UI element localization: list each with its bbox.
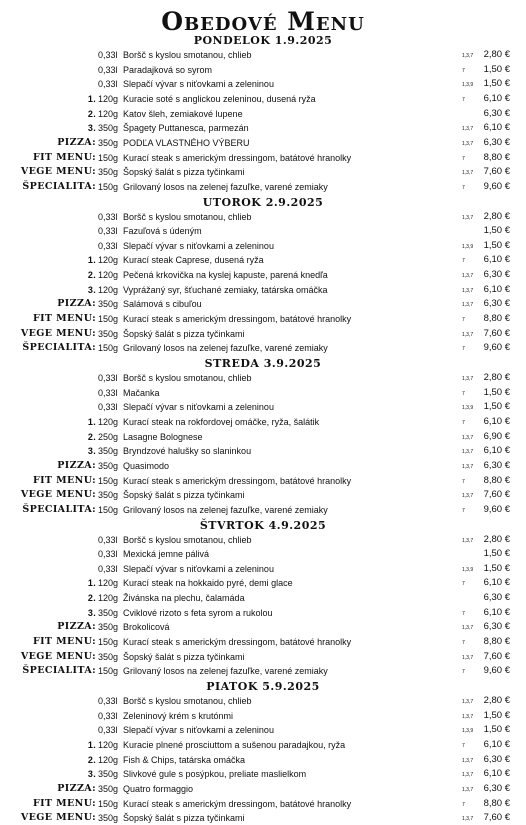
item-price: 1,50 € — [483, 548, 510, 560]
item-allergens: 1,3,7 — [462, 493, 474, 500]
item-name: Salámová s cibuľou — [123, 299, 202, 310]
item-allergens: 1,3,9 — [462, 405, 474, 412]
menu-item-row — [0, 812, 526, 824]
item-price: 1,50 € — [483, 63, 510, 75]
item-quantity: 350g — [98, 813, 119, 824]
item-label: 3. — [87, 446, 96, 457]
item-allergens: 7 — [462, 478, 465, 485]
item-quantity: 350g — [98, 299, 119, 310]
item-label: VEGE MENU: — [20, 489, 96, 501]
menu-item-row — [0, 122, 526, 134]
item-price: 6,30 € — [483, 592, 510, 604]
item-name: Boršč s kyslou smotanou, chlieb — [123, 211, 252, 222]
item-name: Šopský šalát s pizza tyčinkami — [123, 651, 245, 662]
item-price: 8,80 € — [483, 313, 510, 325]
item-price: 7,60 € — [483, 166, 510, 178]
item-name: Grilovaný losos na zelenej fazuľke, varené zemiaky — [123, 504, 328, 515]
item-quantity: 120g — [98, 93, 119, 104]
item-quantity: 120g — [98, 255, 119, 266]
item-price: 1,50 € — [483, 562, 510, 574]
item-name: Cviklové rizoto s feta syrom a rukolou — [123, 607, 273, 618]
item-label: 1. — [87, 578, 96, 589]
item-allergens: 1,3,7 — [462, 287, 474, 294]
item-name: Kuracie soté s anglickou zeleninou, dusená ryža — [123, 93, 316, 104]
item-quantity: 150g — [98, 666, 119, 677]
item-price: 8,80 € — [483, 474, 510, 486]
item-label: VEGE MENU: — [20, 812, 96, 824]
item-price: 6,30 € — [483, 298, 510, 310]
item-quantity: 250g — [98, 431, 119, 442]
menu-item-row — [0, 798, 526, 810]
item-label: 3. — [87, 769, 96, 780]
menu-item-row — [0, 695, 526, 707]
item-quantity: 0,33l — [98, 387, 118, 398]
item-price: 6,10 € — [483, 445, 510, 457]
menu-item-row — [0, 475, 526, 487]
item-name: Kurací steak s americkým dressingom, batátové hranolky — [123, 475, 352, 486]
item-quantity: 120g — [98, 416, 119, 427]
item-name: Boršč s kyslou smotanou, chlieb — [123, 534, 252, 545]
item-quantity: 150g — [98, 152, 119, 163]
menu-item-row — [0, 563, 526, 575]
item-quantity: 350g — [98, 446, 119, 457]
menu-item-row — [0, 401, 526, 413]
menu-item-row — [0, 724, 526, 736]
menu-item-row — [0, 445, 526, 457]
item-quantity: 150g — [98, 343, 119, 354]
item-price: 8,80 € — [483, 151, 510, 163]
menu-item-row — [0, 78, 526, 90]
item-allergens: 1,3,9 — [462, 566, 474, 573]
item-price: 6,90 € — [483, 430, 510, 442]
item-allergens: 7 — [462, 184, 465, 191]
menu-item-row — [0, 710, 526, 722]
item-allergens: 7 — [462, 669, 465, 676]
item-price: 1,50 € — [483, 401, 510, 413]
item-quantity: 0,33l — [98, 211, 118, 222]
item-label: PIZZA: — [57, 298, 96, 310]
item-price: 2,80 € — [483, 372, 510, 383]
item-price: 2,80 € — [483, 533, 510, 545]
item-quantity: 0,33l — [98, 696, 118, 706]
day-heading: ŠTVRTOK 4.9.2025 — [199, 518, 327, 532]
item-price: 9,60 € — [483, 665, 510, 677]
item-name: Kurací steak s americkým dressingom, batátové hranolky — [123, 637, 352, 648]
item-price: 6,10 € — [483, 606, 510, 618]
day-heading: PONDELOK 1.9.2025 — [193, 34, 333, 47]
item-label: PIZZA: — [57, 621, 96, 633]
menu-item-row — [0, 152, 526, 164]
item-allergens: 1,3,7 — [462, 376, 474, 382]
item-name: Slepačí vývar s niťovkami a zeleninou — [123, 240, 274, 251]
item-allergens: 1,3,7 — [462, 713, 474, 720]
item-name: Mačanka — [123, 387, 160, 398]
item-allergens: 7 — [462, 390, 465, 397]
menu-item-row — [0, 783, 526, 795]
item-price: 6,10 € — [483, 254, 510, 266]
item-price: 2,80 € — [483, 49, 510, 60]
item-quantity: 0,33l — [98, 710, 118, 721]
item-price: 2,80 € — [483, 695, 510, 706]
item-label: ŠPECIALITA: — [22, 665, 96, 677]
menu-item-row — [0, 665, 526, 677]
item-label: 1. — [87, 739, 96, 750]
item-quantity: 150g — [98, 475, 119, 486]
item-allergens: 1,3,7 — [462, 273, 474, 280]
menu-item-row — [0, 225, 526, 237]
item-name: Bryndzové halušky so slaninkou — [123, 446, 252, 457]
item-label: 2. — [87, 108, 96, 119]
item-allergens: 1,3,7 — [462, 449, 474, 456]
item-quantity: 350g — [98, 460, 119, 471]
item-label: 1. — [87, 416, 96, 427]
item-quantity: 120g — [98, 593, 119, 604]
item-allergens: 1,3,7 — [462, 53, 474, 59]
item-name: Kurací steak s americkým dressingom, batátové hranolky — [123, 152, 352, 163]
item-name: Grilovaný losos na zelenej fazuľke, varené zemiaky — [123, 666, 328, 677]
menu-item-row — [0, 768, 526, 780]
menu-item-row — [0, 298, 526, 310]
item-name: Grilovaný losos na zelenej fazuľke, varené zemiaky — [123, 343, 328, 354]
item-price: 6,30 € — [483, 782, 510, 794]
item-name: Slepačí vývar s niťovkami a zeleninou — [123, 79, 274, 90]
day-heading: STREDA 3.9.2025 — [204, 357, 322, 370]
item-quantity: 0,33l — [98, 563, 118, 574]
item-name: Mexická jemne pálivá — [123, 549, 210, 560]
item-quantity: 350g — [98, 651, 119, 662]
item-quantity: 350g — [98, 783, 119, 794]
item-quantity: 120g — [98, 270, 119, 281]
item-allergens: 1,3,9 — [462, 82, 474, 89]
item-quantity: 0,33l — [98, 549, 118, 560]
item-label: 3. — [87, 123, 96, 134]
item-label: FIT MENU: — [32, 474, 96, 486]
item-allergens: 1,3,9 — [462, 243, 474, 250]
item-label: FIT MENU: — [32, 313, 96, 325]
menu-item-row — [0, 108, 526, 120]
item-allergens: 1,3,7 — [462, 772, 474, 779]
item-name: Katov šleh, zemiakové lupene — [123, 108, 243, 119]
item-price: 6,10 € — [483, 738, 510, 750]
item-name: Kurací steak Caprese, dusená ryža — [123, 255, 264, 266]
menu-item-row — [0, 372, 526, 384]
item-price: 6,10 € — [483, 415, 510, 427]
item-quantity: 350g — [98, 123, 119, 134]
item-quantity: 150g — [98, 181, 119, 192]
item-allergens: 1,3,7 — [462, 214, 474, 221]
item-name: Vyprážaný syr, šťuchané zemiaky, tatárska omáčka — [123, 284, 328, 295]
item-price: 6,10 € — [483, 577, 510, 589]
item-allergens: 1,3,7 — [462, 699, 474, 705]
item-price: 2,80 € — [483, 210, 510, 222]
item-price: 1,50 € — [483, 78, 510, 90]
item-price: 6,30 € — [483, 269, 510, 281]
item-price: 6,30 € — [483, 136, 510, 148]
menu-item-row — [0, 636, 526, 648]
menu-item-row — [0, 49, 526, 61]
item-quantity: 120g — [98, 578, 119, 589]
item-allergens: 7 — [462, 742, 465, 749]
item-price: 6,10 € — [483, 92, 510, 104]
item-label: PIZZA: — [57, 136, 96, 148]
item-label: FIT MENU: — [32, 797, 96, 809]
menu-item-row — [0, 269, 526, 281]
menu-item-row — [0, 489, 526, 501]
item-price: 6,30 € — [483, 753, 510, 765]
menu-item-row — [0, 460, 526, 472]
menu-item-row — [0, 416, 526, 428]
item-name: Lasagne Bolognese — [123, 431, 203, 442]
item-price: 1,50 € — [483, 225, 510, 237]
item-name: Kurací steak na rokfordovej omáčke, ryža, šalátik — [123, 416, 320, 427]
item-quantity: 150g — [98, 798, 119, 809]
item-allergens: 1,3,7 — [462, 434, 474, 441]
menu-title: Obedové Menu — [161, 7, 365, 36]
item-label: ŠPECIALITA: — [22, 503, 96, 515]
item-name: Boršč s kyslou smotanou, chlieb — [123, 696, 252, 706]
item-label: PIZZA: — [57, 782, 96, 794]
item-price: 9,60 € — [483, 180, 510, 192]
item-quantity: 350g — [98, 167, 119, 178]
menu-item-row — [0, 137, 526, 149]
menu-item-row — [0, 431, 526, 443]
menu-item-row — [0, 166, 526, 178]
item-quantity: 0,33l — [98, 50, 118, 60]
item-name: Fazuľová s údeným — [123, 226, 202, 237]
item-allergens: 7 — [462, 317, 465, 324]
menu-item-row — [0, 651, 526, 663]
item-quantity: 0,33l — [98, 240, 118, 251]
item-allergens: 7 — [462, 155, 465, 162]
item-allergens: 7 — [462, 419, 465, 426]
item-quantity: 350g — [98, 622, 119, 633]
item-label: 3. — [87, 607, 96, 618]
item-allergens: 1,3,7 — [462, 654, 474, 661]
item-quantity: 350g — [98, 137, 119, 148]
item-name: Boršč s kyslou smotanou, chlieb — [123, 373, 252, 383]
item-label: FIT MENU: — [32, 636, 96, 648]
item-name: Grilovaný losos na zelenej fazuľke, varené zemiaky — [123, 181, 328, 192]
item-name: Kurací steak na hokkaido pyré, demi glace — [123, 578, 293, 589]
menu-item-row — [0, 754, 526, 766]
menu-item-row — [0, 313, 526, 325]
menu-item-row — [0, 284, 526, 296]
menu-item-row — [0, 342, 526, 354]
item-name: Kurací steak s americkým dressingom, batátové hranolky — [123, 798, 352, 809]
item-quantity: 0,33l — [98, 402, 118, 413]
item-label: 2. — [87, 431, 96, 442]
item-allergens: 1,3,7 — [462, 816, 474, 823]
item-name: PODĽA VLASTNÉHO VÝBERU — [123, 137, 250, 148]
item-allergens: 1,3,7 — [462, 757, 474, 764]
menu-item-row — [0, 534, 526, 546]
menu-item-row — [0, 592, 526, 604]
menu-item-row — [0, 328, 526, 340]
item-name: Kuracie plnené prosciuttom a sušenou paradajkou, ryža — [123, 739, 346, 750]
item-name: Šopský šalát s pizza tyčinkami — [123, 167, 245, 178]
item-label: VEGE MENU: — [20, 166, 96, 178]
item-price: 6,10 € — [483, 768, 510, 780]
item-quantity: 120g — [98, 108, 119, 119]
item-label: 2. — [87, 754, 96, 765]
item-label: 1. — [87, 93, 96, 104]
item-quantity: 150g — [98, 314, 119, 325]
menu-item-row — [0, 387, 526, 399]
item-quantity: 0,33l — [98, 373, 118, 383]
item-price: 1,50 € — [483, 386, 510, 398]
item-quantity: 120g — [98, 284, 119, 295]
item-name: Slepačí vývar s niťovkami a zeleninou — [123, 563, 274, 574]
item-allergens: 1,3,7 — [462, 625, 474, 632]
item-allergens: 1,3,7 — [462, 786, 474, 793]
item-label: PIZZA: — [57, 459, 96, 471]
item-quantity: 0,33l — [98, 534, 118, 545]
menu-item-row — [0, 504, 526, 516]
item-quantity: 0,33l — [98, 725, 118, 736]
item-name: Slivkové gule s posýpkou, preliate maslielkom — [123, 769, 307, 780]
item-price: 6,30 € — [483, 459, 510, 471]
item-label: VEGE MENU: — [20, 327, 96, 339]
item-label: ŠPECIALITA: — [22, 180, 96, 192]
item-allergens: 7 — [462, 507, 465, 514]
item-name: Fish & Chips, tatárska omáčka — [123, 754, 246, 765]
menu-item-row — [0, 607, 526, 619]
item-quantity: 120g — [98, 739, 119, 750]
item-allergens: 7 — [462, 96, 465, 103]
item-name: Kurací steak s americkým dressingom, batátové hranolky — [123, 314, 352, 325]
menu-item-row — [0, 211, 526, 223]
item-price: 8,80 € — [483, 797, 510, 809]
item-name: Špagety Puttanesca, parmezán — [123, 123, 249, 134]
menu-item-row — [0, 181, 526, 193]
item-quantity: 150g — [98, 637, 119, 648]
item-price: 1,50 € — [483, 724, 510, 736]
menu-item-row — [0, 64, 526, 76]
item-price: 6,10 € — [483, 122, 510, 134]
item-allergens: 7 — [462, 640, 465, 647]
item-label: 1. — [87, 255, 96, 266]
item-quantity: 0,33l — [98, 64, 118, 75]
item-price: 9,60 € — [483, 503, 510, 515]
item-allergens: 7 — [462, 346, 465, 353]
item-price: 1,50 € — [483, 239, 510, 251]
menu-item-row — [0, 739, 526, 751]
menu-item-row — [0, 621, 526, 633]
item-allergens: 1,3,7 — [462, 537, 474, 544]
menu-item-row — [0, 577, 526, 589]
item-price: 7,60 € — [483, 650, 510, 662]
item-quantity: 350g — [98, 607, 119, 618]
item-allergens: 1,3,7 — [462, 170, 474, 177]
item-name: Quasimodo — [123, 460, 170, 471]
day-heading: UTOROK 2.9.2025 — [202, 195, 324, 209]
menu-item-row — [0, 254, 526, 266]
item-name: Šopský šalát s pizza tyčinkami — [123, 813, 245, 824]
item-price: 7,60 € — [483, 327, 510, 339]
item-quantity: 350g — [98, 328, 119, 339]
day-heading: PIATOK 5.9.2025 — [206, 680, 320, 693]
item-name: Slepačí vývar s niťovkami a zeleninou — [123, 725, 274, 736]
item-name: Pečená krkovička na kyslej kapuste, parená knedľa — [123, 270, 328, 281]
item-label: 2. — [87, 270, 96, 281]
item-label: 2. — [87, 593, 96, 604]
item-price: 7,60 € — [483, 812, 510, 824]
item-quantity: 350g — [98, 769, 119, 780]
item-allergens: 1,3,7 — [462, 140, 474, 147]
item-allergens: 1,3,7 — [462, 302, 474, 309]
item-quantity: 150g — [98, 504, 119, 515]
menu-item-row — [0, 240, 526, 252]
item-allergens: 1,3,7 — [462, 331, 474, 338]
item-price: 7,60 € — [483, 489, 510, 501]
item-quantity: 0,33l — [98, 79, 118, 90]
item-quantity: 0,33l — [98, 226, 118, 237]
item-name: Boršč s kyslou smotanou, chlieb — [123, 50, 252, 60]
item-allergens: 1,3,9 — [462, 728, 474, 735]
item-name: Šopský šalát s pizza tyčinkami — [123, 328, 245, 339]
item-label: 3. — [87, 284, 96, 295]
item-price: 6,10 € — [483, 283, 510, 295]
menu-item-row — [0, 93, 526, 105]
item-name: Zeleninový krém s krutónmi — [123, 710, 234, 721]
item-allergens: 7 — [462, 610, 465, 617]
item-allergens: 7 — [462, 581, 465, 588]
item-allergens: 7 — [462, 67, 465, 74]
item-price: 6,30 € — [483, 107, 510, 119]
item-name: Brokolicová — [123, 622, 170, 633]
item-price: 8,80 € — [483, 636, 510, 648]
item-quantity: 350g — [98, 490, 119, 501]
item-allergens: 1,3,7 — [462, 463, 474, 470]
item-allergens: 1,3,7 — [462, 126, 474, 133]
item-price: 1,50 € — [483, 709, 510, 721]
item-name: Šopský šalát s pizza tyčinkami — [123, 490, 245, 501]
item-name: Quatro formaggio — [123, 783, 194, 794]
item-name: Paradajková so syrom — [123, 64, 213, 75]
item-name: Živánska na plechu, čalamáda — [123, 593, 245, 604]
item-label: VEGE MENU: — [20, 650, 96, 662]
item-allergens: 7 — [462, 801, 465, 808]
item-quantity: 120g — [98, 754, 119, 765]
item-allergens: 7 — [462, 258, 465, 265]
item-label: FIT MENU: — [32, 151, 96, 163]
item-label: ŠPECIALITA: — [22, 342, 96, 354]
menu-item-row — [0, 548, 526, 560]
item-price: 9,60 € — [483, 342, 510, 354]
item-price: 6,30 € — [483, 621, 510, 633]
item-name: Slepačí vývar s niťovkami a zeleninou — [123, 402, 274, 413]
